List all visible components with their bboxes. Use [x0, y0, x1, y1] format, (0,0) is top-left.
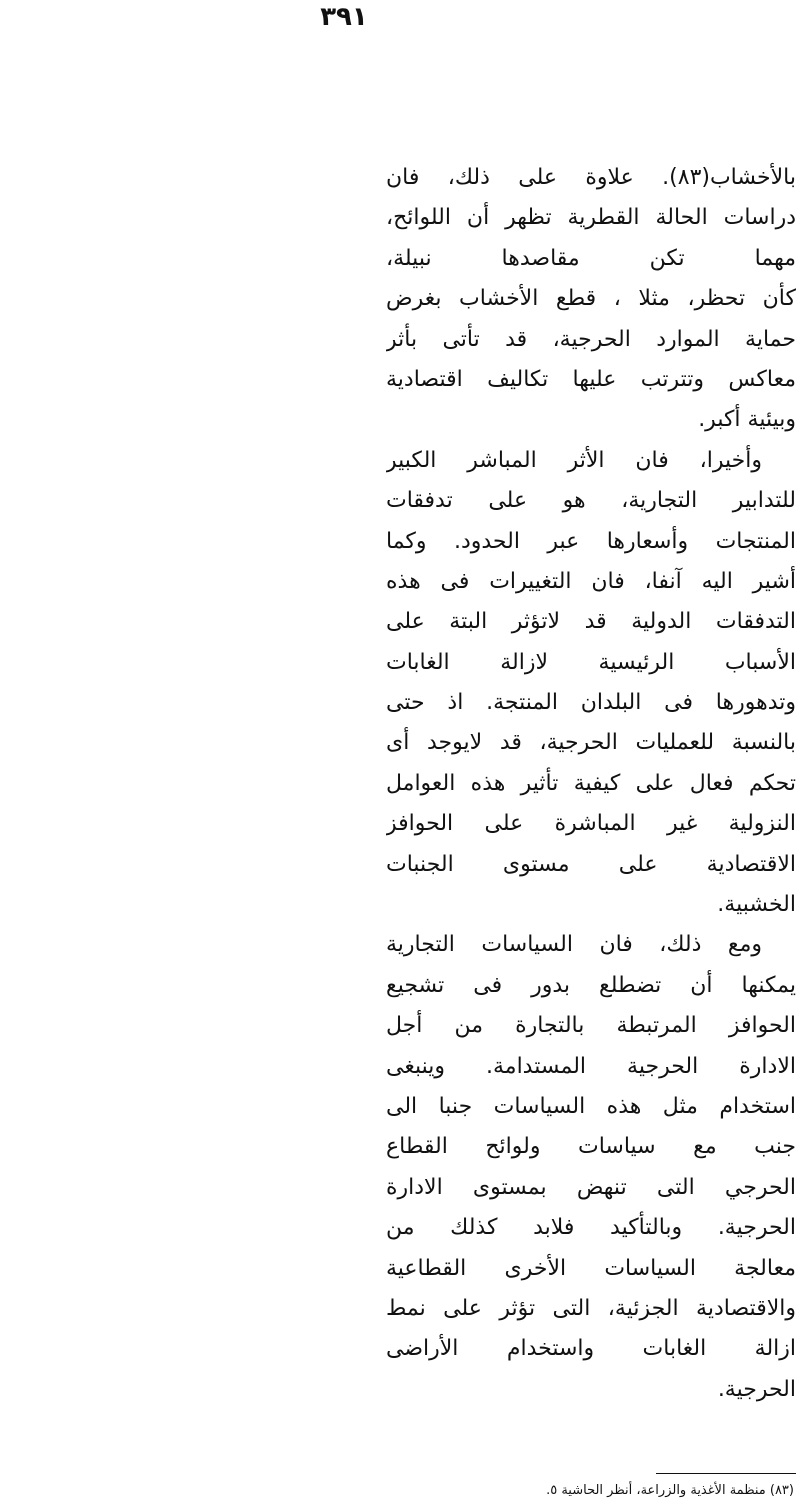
text-line: بالنسبة للعمليات الحرجية، قد لايوجد أى	[386, 730, 796, 756]
text-line: المنتجات وأسعارها عبر الحدود. وكما	[386, 528, 796, 554]
text-line: ازالة الغابات واستخدام الأراضى	[386, 1336, 796, 1362]
text-line: دراسات الحالة القطرية تظهر أن اللوائح،	[386, 205, 796, 231]
body-text	[386, 158, 796, 1410]
text-line: حماية الموارد الحرجية، قد تأتى بأثر	[386, 326, 796, 352]
text-line: يمكنها أن تضطلع بدور فى تشجيع	[386, 972, 796, 998]
text-line: تحكم فعال على كيفية تأثير هذه العوامل	[386, 770, 796, 796]
text-line: أشير اليه آنفا، فان التغييرات فى هذه	[386, 568, 796, 594]
text-line: وأخيرا، فان الأثر المباشر الكبير	[386, 447, 762, 473]
text-line: ومع ذلك، فان السياسات التجارية	[386, 932, 762, 958]
text-line: جنب مع سياسات ولوائح القطاع	[386, 1134, 796, 1160]
text-line: والاقتصادية الجزئية، التى تؤثر على نمط	[386, 1295, 796, 1321]
text-line: الادارة الحرجية المستدامة. وينبغى	[386, 1053, 796, 1079]
text-line: وتدهورها فى البلدان المنتجة. اذ حتى	[386, 690, 796, 716]
footnote: (٨٣) منظمة الأغذية والزراعة، أنظر الحاشية ٥.	[546, 1483, 794, 1498]
text-line: للتدابير التجارية، هو على تدفقات	[386, 488, 796, 514]
text-line: الحرجية. وبالتأكيد فلابد كذلك من	[386, 1215, 796, 1241]
text-line: التدفقات الدولية قد لاتؤثر البتة على	[386, 609, 796, 635]
page-number: ٣٩١	[320, 2, 368, 32]
text-line: وبيئية أكبر.	[698, 407, 796, 433]
text-line: كأن تحظر، مثلا ، قطع الأخشاب بغرض	[386, 286, 796, 312]
text-line: الحرجي التى تنهض بمستوى الادارة	[386, 1174, 796, 1200]
text-line: الحرجية.	[717, 1376, 796, 1402]
footnote-separator	[656, 1473, 796, 1474]
text-line: مهما تكن مقاصدها نبيلة،	[386, 245, 796, 271]
text-line: معالجة السياسات الأخرى القطاعية	[386, 1255, 796, 1281]
text-line: بالأخشاب(٨٣). علاوة على ذلك، فان	[386, 165, 796, 190]
text-line: النزولية غير المباشرة على الحوافز	[386, 811, 796, 837]
text-line: الحوافز المرتبطة بالتجارة من أجل	[386, 1013, 796, 1039]
text-line: معاكس وتترتب عليها تكاليف اقتصادية	[386, 366, 796, 392]
text-line: الاقتصادية على مستوى الجنبات	[386, 851, 796, 877]
text-line: الخشبية.	[717, 892, 796, 918]
text-line: الأسباب الرئيسية لازالة الغابات	[386, 649, 796, 675]
text-line: استخدام مثل هذه السياسات جنبا الى	[386, 1093, 796, 1119]
